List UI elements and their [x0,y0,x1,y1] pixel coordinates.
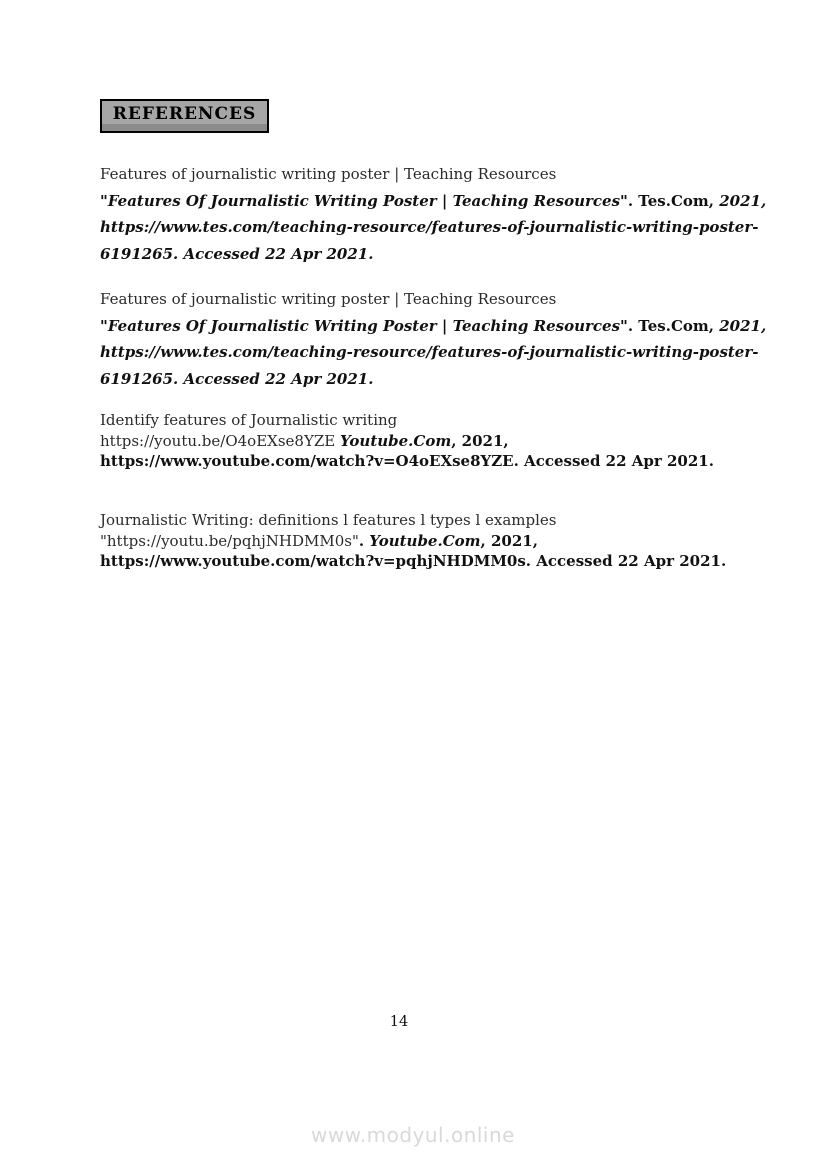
text-segment: 2021, [719,316,767,335]
text-segment: "https://youtu.be/pqhjNHDMM0s" [100,531,359,550]
text-segment: "Features Of Journalistic Writing Poster | Teaching Resources" [100,191,628,210]
reference-line [100,188,766,215]
text-segment: 6191265. Accessed 22 Apr 2021. [100,244,374,263]
text-segment: https://youtu.be/O4oEXse8YZE [100,431,340,450]
text-segment: https://www.tes.com/teaching-resource/features-of-journalistic-writing-poster- [100,343,759,361]
text-segment: "Features Of Journalistic Writing Poster | Teaching Resources" [100,316,628,335]
text-segment: https://www.youtube.com/watch?v=O4oEXse8YZE. Accessed 22 Apr 2021. [100,452,714,470]
reference-line [100,510,726,531]
reference-line [100,531,726,552]
reference-line [100,431,714,452]
references-header-label: REFERENCES [112,103,257,124]
text-segment: Features of journalistic writing poster | Teaching Resources [100,165,557,183]
reference-line [100,339,766,366]
references-list [100,0,780,900]
text-segment: Features of journalistic writing poster | Teaching Resources [100,290,557,308]
reference-entry [100,161,766,267]
text-segment: Identify features of Journalistic writing [100,411,398,429]
text-segment: , 2021, [480,531,538,550]
reference-line [100,286,766,313]
text-segment: Youtube.Com [369,531,481,550]
text-segment: , 2021, [451,431,509,450]
text-segment: https://www.tes.com/teaching-resource/features-of-journalistic-writing-poster- [100,218,759,236]
watermark-text: www.modyul.online [311,1123,515,1147]
reference-line [100,214,766,241]
text-segment: https://www.youtube.com/watch?v=pqhjNHDMM0s. Accessed 22 Apr 2021. [100,552,727,570]
reference-line [100,161,766,188]
text-segment: Journalistic Writing: definitions l features l types l examples [100,511,557,529]
reference-line [100,410,714,431]
reference-line [100,551,726,572]
reference-line [100,313,766,340]
reference-entry [100,510,726,572]
text-segment: . Tes.Com, [627,316,720,335]
reference-entry [100,410,714,472]
reference-line [100,241,766,268]
text-segment: . [358,531,370,550]
reference-line [100,366,766,393]
page-number: 14 [389,1014,409,1030]
text-segment: 2021, [719,191,767,210]
reference-line [100,451,714,472]
text-segment: 6191265. Accessed 22 Apr 2021. [100,369,374,388]
text-segment: Youtube.Com [340,431,452,450]
reference-entry [100,286,766,392]
text-segment: . Tes.Com, [627,191,720,210]
